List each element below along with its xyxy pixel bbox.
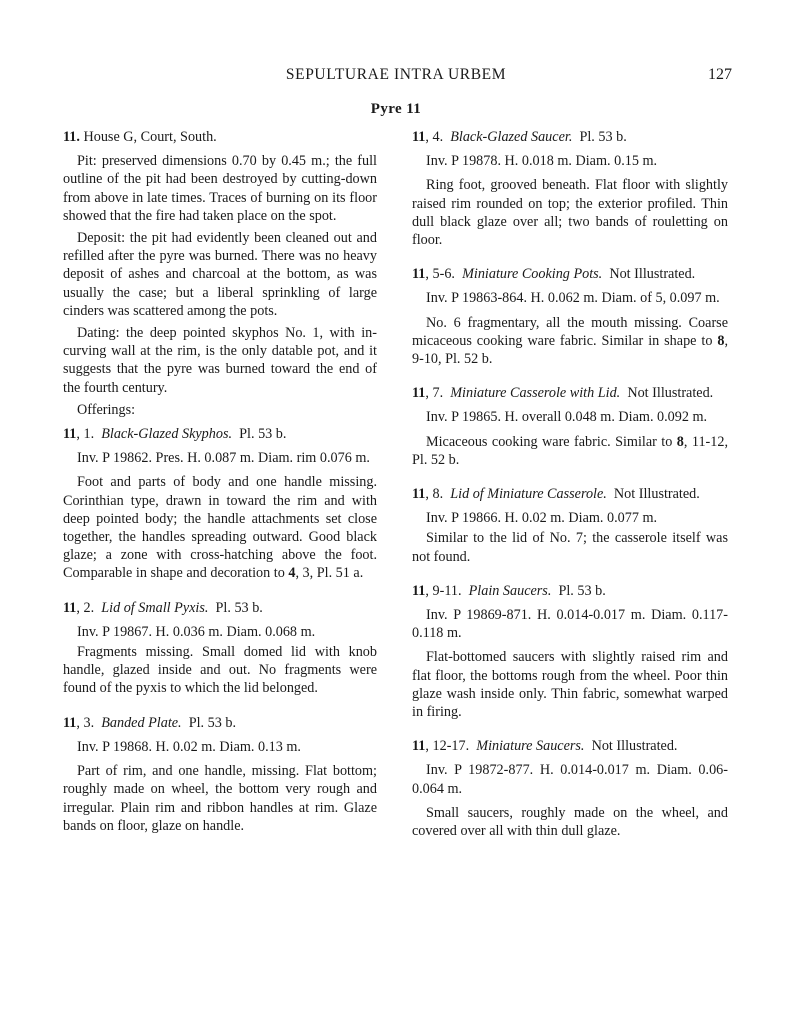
catalogue-subnumber: , 2. <box>76 599 95 616</box>
description-text: No. 6 fragmentary, all the mouth missing. Coarse micaceous cooking ware fabric. Similar in shape to <box>412 314 728 349</box>
running-title: SEPULTURAE INTRA URBEM <box>285 66 507 83</box>
catalogue-title: Miniature Casserole with Lid. <box>450 385 621 402</box>
inventory-line: Inv. P 19878. H. 0.018 m. Diam. 0.15 m. <box>426 153 658 170</box>
catalogue-number: 11 <box>63 599 77 616</box>
catalogue-heading <box>412 737 728 755</box>
description-paragraph: Fragments missing. Small domed lid with knob handle, glazed inside and out. No fragments were found of the pyxis to which the lid belonged. <box>63 644 377 697</box>
catalogue-title: Miniature Cooking Pots. <box>462 266 603 283</box>
inventory-line: Inv. P 19872-877. H. 0.014-0.017 m. Diam. 0.06-0.064 m. <box>412 762 728 797</box>
catalogue-heading <box>412 128 728 146</box>
catalogue-heading <box>412 265 728 283</box>
running-head <box>0 66 792 86</box>
left-column <box>63 128 377 839</box>
catalogue-heading <box>63 714 377 732</box>
catalogue-subnumber: , 1. <box>76 426 95 443</box>
inventory-line: Inv. P 19869-871. H. 0.014-0.017 m. Diam. 0.117-0.118 m. <box>412 607 728 642</box>
catalogue-title: Lid of Miniature Casserole. <box>450 486 607 503</box>
catalogue-number: 11 <box>412 129 426 145</box>
reference-rest: , 11-12, Pl. 52 b. <box>412 433 728 468</box>
dating-paragraph: Dating: the deep pointed skyphos No. 1, with in-curving wall at the rim, is the only datable pot, and it suggests that the pyre was burned toward the end of the fourth century. <box>63 325 377 396</box>
inventory-line: Inv. P 19868. H. 0.02 m. Diam. 0.13 m. <box>77 738 301 755</box>
catalogue-subnumber: , 4. <box>425 129 444 145</box>
description-paragraph: Flat-bottomed saucers with slightly raised rim and flat floor, the bottoms rough from the wheel. Poor thin glaze wash inside only. Thin fabric, somewhat warped in firing. <box>412 649 728 721</box>
catalogue-plate: Not Illustrated. <box>609 266 696 283</box>
entry-heading <box>63 128 377 146</box>
catalogue-heading <box>412 582 728 600</box>
catalogue-heading <box>412 485 728 503</box>
catalogue-title: Black-Glazed Saucer. <box>450 129 573 145</box>
reference-number: 8 <box>676 433 684 450</box>
catalogue-title: Miniature Saucers. <box>476 738 585 755</box>
catalogue-title: Black-Glazed Skyphos. <box>101 426 233 443</box>
reference-number: 8 <box>717 332 725 349</box>
catalogue-number: 11 <box>412 266 426 283</box>
reference-rest: , 3, Pl. 51 a. <box>295 565 364 582</box>
catalogue-number: 11 <box>412 486 426 503</box>
description-paragraph <box>63 473 377 582</box>
catalogue-plate: Not Illustrated. <box>613 486 700 503</box>
inventory-line: Inv. P 19865. H. overall 0.048 m. Diam. 0.092 m. <box>426 409 708 426</box>
page-number: 127 <box>708 66 732 83</box>
catalogue-title: Lid of Small Pyxis. <box>101 599 209 616</box>
catalogue-heading <box>63 599 377 617</box>
pit-paragraph: Pit: preserved dimensions 0.70 by 0.45 m.; the full outline of the pit had been destroyed by cutting-down from above in late times. Traces of burning on its floor showed that the fire had taken place on the spot. <box>63 153 377 224</box>
inventory-line: Inv. P 19863-864. H. 0.062 m. Diam. of 5, 0.097 m. <box>426 290 720 307</box>
description-paragraph: Part of rim, and one handle, missing. Flat bottom; roughly made on wheel, the bottom very rough and irregular. Plain rim and ribbon handles at rim. Glaze bands on floor, glaze on handle. <box>63 763 377 834</box>
right-column <box>412 128 728 844</box>
entry-number: 11. <box>63 129 80 145</box>
description-paragraph <box>412 314 728 369</box>
inventory-line: Inv. P 19866. H. 0.02 m. Diam. 0.077 m. <box>426 510 658 527</box>
catalogue-plate: Pl. 53 b. <box>239 426 287 443</box>
catalogue-plate: Pl. 53 b. <box>558 582 606 599</box>
catalogue-plate: Pl. 53 b. <box>188 714 237 731</box>
reference-rest: , 9-10, Pl. 52 b. <box>412 332 728 368</box>
catalogue-number: 11 <box>63 714 77 731</box>
offerings-label: Offerings: <box>77 401 136 418</box>
catalogue-subnumber: , 9-11. <box>425 582 462 599</box>
catalogue-subnumber: , 12-17. <box>425 738 470 755</box>
description-paragraph <box>412 433 728 469</box>
catalogue-heading <box>63 425 377 443</box>
deposit-paragraph: Deposit: the pit had evidently been cleaned out and refilled after the pyre was burned. There was no heavy deposit of ashes and charcoal at the bottom, as was usually the case; but a liberal sprinkling of large cinders was scattered among the pots. <box>63 230 377 319</box>
description-paragraph: Similar to the lid of No. 7; the casserole itself was not found. <box>412 530 728 565</box>
description-text: Micaceous cooking ware fabric. Similar to <box>426 433 677 450</box>
catalogue-heading <box>412 384 728 402</box>
inventory-line: Inv. P 19862. Pres. H. 0.087 m. Diam. rim 0.076 m. <box>77 450 370 467</box>
catalogue-number: 11 <box>412 385 426 402</box>
catalogue-plate: Pl. 53 b. <box>215 599 263 616</box>
inventory-line: Inv. P 19867. H. 0.036 m. Diam. 0.068 m. <box>77 623 316 640</box>
catalogue-title: Plain Saucers. <box>468 582 552 599</box>
entry-location: House G, Court, South. <box>79 129 217 145</box>
catalogue-number: 11 <box>412 582 426 599</box>
description-text: Foot and parts of body and one handle missing. Corinthian type, drawn in toward the rim and with deep pointed body; the handle attachments set close together, the handles spreading outward. Good black glaze; a zone with cross-hatching above the foot. Comparable in shape and decoration to <box>63 474 377 582</box>
description-paragraph: Small saucers, roughly made on the wheel, and covered over all with thin dull glaze. <box>412 804 728 840</box>
catalogue-subnumber: , 8. <box>425 486 444 503</box>
catalogue-plate: Not Illustrated. <box>627 385 714 402</box>
description-paragraph: Ring foot, grooved beneath. Flat floor with slightly raised rim rounded on top; the exterior profiled. Thin dull black glaze over all; two bands of rouletting on floor. <box>412 177 728 249</box>
catalogue-plate: Not Illustrated. <box>591 738 678 755</box>
catalogue-title: Banded Plate. <box>101 714 182 731</box>
catalogue-subnumber: , 5-6. <box>425 266 455 283</box>
catalogue-number: 11 <box>63 426 77 443</box>
section-title: Pyre 11 <box>370 101 422 117</box>
catalogue-subnumber: , 3. <box>76 714 95 731</box>
catalogue-plate: Pl. 53 b. <box>579 129 627 145</box>
catalogue-number: 11 <box>412 738 426 755</box>
reference-number: 4 <box>288 565 296 582</box>
catalogue-subnumber: , 7. <box>425 385 444 402</box>
